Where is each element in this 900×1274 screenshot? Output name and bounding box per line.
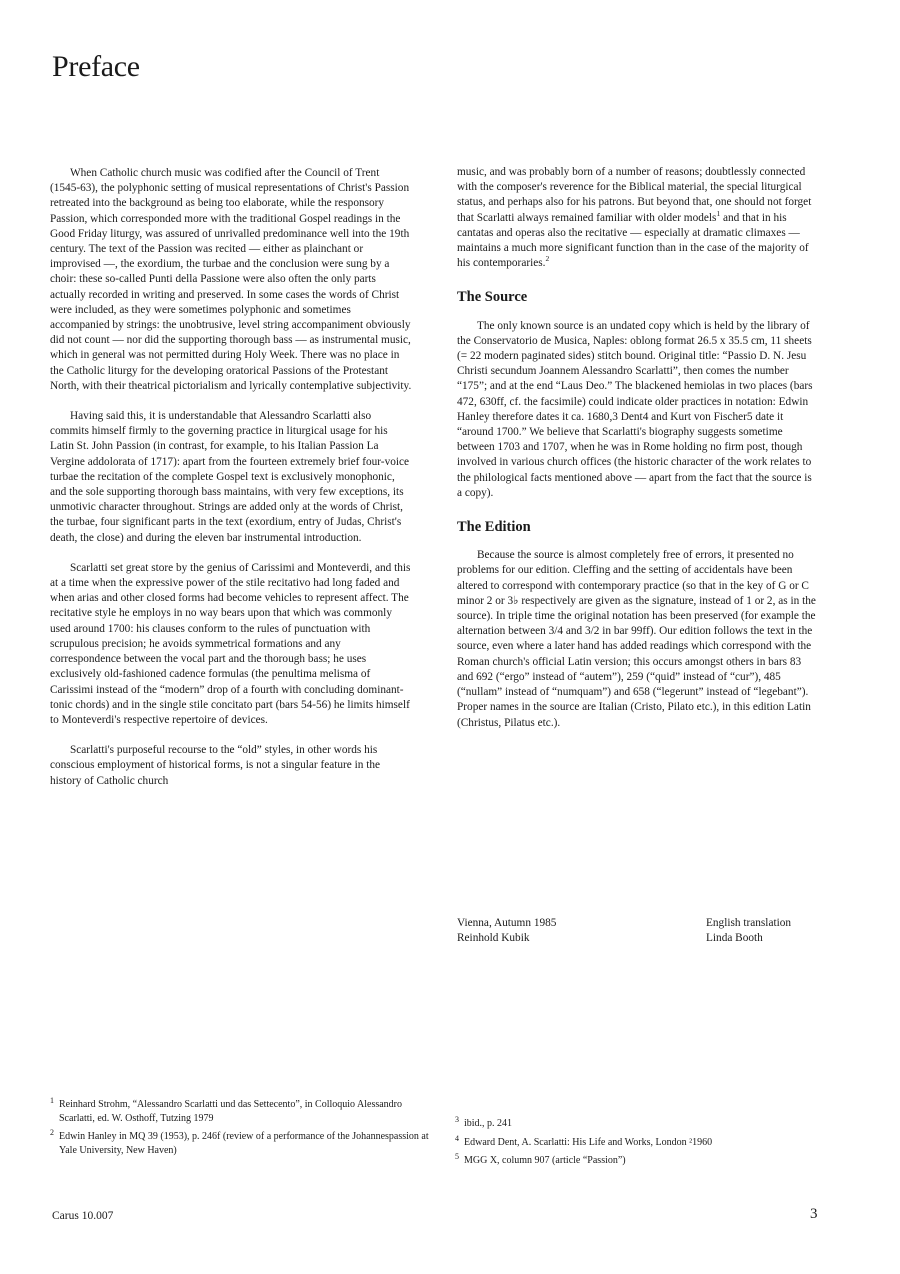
paragraph-edition: Because the source is almost completely free of errors, it presented no problems for our edition. Cleffing and the setting of accidentals have been altered to correspond with contemporary practice (so that in the key of G or C minor 2 or 3♭ respectively are given as the signature, instead of 1 or 2, as in the source). In triple time the original notation has been preserved (for example the alternation between 3/4 and 3/2 in bar 99ff). Our edition follows the text in the source, even where a later hand has added readings which correspond with the Roman church's official Latin version; this occurs amongst others in bars 83 and 692 (“ergo” instead of “autem”), 259 (“quid” instead of “cur”), 485 (“nullam” instead of “numquam”) and 658 (“legerunt” instead of “legebant”). Proper names in the source are Italian (Cristo, Pilato etc.), in this edition Latin (Christus, Pilatus etc.). — [457, 549, 816, 729]
heading-the-edition: The Edition — [457, 519, 531, 536]
footnote — [455, 1117, 855, 1131]
translator-name: Linda Booth — [706, 932, 763, 944]
paragraph-council-of-trent: When Catholic church music was codified after the Council of Trent (1545-63), the polyphonic setting of musical representations of Christ's Passion retreated into the background as being too elaborate, while the responsory Passion, which corresponded more with the traditional Gospel readings in the Good Friday liturgy, was assured of unrivalled predominance well into the 19th century. The text of the Passion was recited — either as plainchant or improvised —, the exordium, the turbae and the conclusion were sung by a choir: these so-called Punti della Passione were also often the only parts actually recorded in writing and preserved. In some cases the words of Christ were included, as they were sometimes polyphonic and sometimes accompanied by strings: the unobtrusive, level string accompaniment obviously did not count — nor did the supporting thorough bass — as instrumental music, which in general was not permitted during Holy Week. There was no place in the Catholic liturgy for the developing oratorical Passions of the Protestant North, with their theatrical pictorialism and lyrically contemplative subjectivity. — [50, 167, 412, 392]
footnote — [50, 1098, 430, 1125]
footnote-number: 3 — [455, 1115, 459, 1124]
footnote-ref-2[interactable]: 2 — [545, 254, 550, 264]
paragraph-carissimi-monteverdi: Scarlatti set great store by the genius of Carissimi and Monteverdi, and this at a time when the expressive power of the stile recitativo had long faded and when arias and other closed forms had become vehicles to represent affect. The recitative style he employs in no way bears upon that which was commonly used around 1700: his clauses conform to the rules of punctuation with scrupulous precision; he avoids symmetrical formations and any correspondence between the vocal part and the thorough bass; he uses exclusively old-fashioned cadence formulas (the penultima melisma of Carissimi instead of the “modern” drop of a fourth with concluding dominant-tonic chords) and in the single stile concitato part (bars 54-56) he limits himself to Monteverdi's respective repertoire of devices. — [50, 561, 411, 726]
footnote-text: MGG X, column 907 (article “Passion”) — [464, 1155, 626, 1166]
paragraph-source: The only known source is an undated copy which is held by the library of the Conservatorio de Musica, Naples: oblong format 26.5 x 35.5 cm, 11 sheets (= 22 modern paginated sides) stitch bound. Original title: “Passio D. N. Jesu Christi secundum Joannem Alessandro Scarlatti”, then comes the number “175”; and at the end “Laus Deo.” The blackened hemiolas in two places (bars 472, 630ff, cf. the facsimile) could indicate older practices in notation: Edwin Hanley therefore dates it ca. 1680,3 Dent4 and Kurt von Fischer5 date it “around 1700.” We believe that Scarlatti's biography suggests sometime between 1703 and 1707, when he was in Rome holding no firm post, though involved in various church offices (the historic character of the work relates to the philological facts mentioned above — apart from the fact that the source is a copy). — [457, 319, 813, 499]
page-number: 3 — [810, 1206, 818, 1222]
catalog-number: Carus 10.007 — [52, 1210, 114, 1222]
footnote-number: 1 — [50, 1096, 54, 1105]
footnotes-right — [455, 1117, 855, 1173]
footnote-number: 4 — [455, 1133, 459, 1143]
footnote — [455, 1133, 855, 1150]
left-column — [50, 166, 412, 804]
footnote-number: 5 — [455, 1152, 459, 1161]
right-column — [457, 165, 819, 746]
translation-label: English translation — [706, 917, 792, 929]
footnote-text: Edward Dent, A. Scarlatti: His Life and Works, London ²1960 — [464, 1136, 713, 1148]
footnote-text: Reinhard Strohm, “Alessandro Scarlatti und das Settecento”, in Colloquio Alessandro Scarlatti, ed. W. Osthoff, Tutzing 1979 — [59, 1099, 402, 1124]
paragraph-continuation: music, and was probably born of a number of reasons; doubtlessly connected with the composer's reverence for the Biblical material, the special liturgical status, and perhaps also for his patrons. But beyond that, one should not forget that Scarlatti always remained familiar with older models$^1$ and that in his cantatas and operas also the recitative — especially at dramatic climaxes — maintains a much more significant function than in the case of the majority of his contemporaries.$^2$ — [457, 166, 812, 270]
paragraph-old-styles: Scarlatti's purposeful recourse to the “old” styles, in other words his conscious employment of historical forms, is not a singular feature in the history of Catholic church — [50, 744, 381, 787]
page-title: Preface — [52, 50, 140, 83]
footnote-text: Edwin Hanley in MQ 39 (1953), p. 246f (review of a performance of the Johannespassion at Yale University, New Haven) — [59, 1131, 429, 1156]
signature-author-name: Reinhold Kubik — [457, 932, 530, 944]
paragraph-scarlatti-practice: Having said this, it is understandable that Alessandro Scarlatti also commits himself firmly to the governing practice in liturgical usage for his Latin St. John Passion (in contrast, for example, to his Italian Passion La Vergine addolorata of 1717): apart from the fourteen extremely brief four-voice turbae the recitation of the complete Gospel text is exclusively monophonic, and the sole supporting thorough bass maintains, with very few exceptions, its unmotivic character throughout. Strings are added only at the words of Christ, the turbae, four significant parts in the text (exordium, entry of Judas, Christ's death, the close) and during the eleven bar instrumental introduction. — [50, 410, 410, 544]
signature-translator — [706, 916, 791, 946]
footnote-number: 2 — [50, 1128, 54, 1137]
footnote-text: ibid., p. 241 — [464, 1118, 513, 1129]
footnotes-left — [50, 1098, 430, 1162]
footnote — [50, 1130, 430, 1157]
footnote-ref-1[interactable]: 1 — [716, 208, 721, 218]
signature-place-date: Vienna, Autumn 1985 — [457, 917, 557, 929]
signature-author — [457, 916, 556, 946]
footnote — [455, 1154, 855, 1168]
heading-the-source: The Source — [457, 289, 528, 306]
